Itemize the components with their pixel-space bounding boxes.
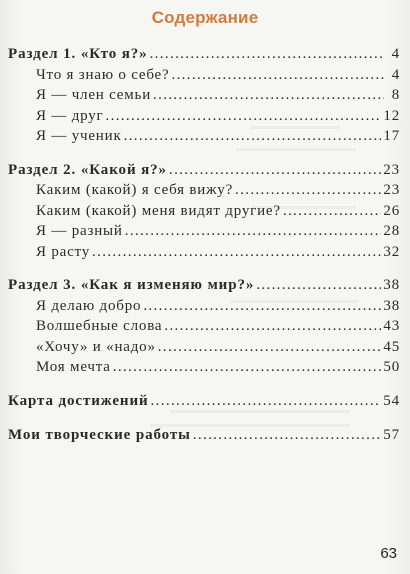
toc-item[interactable] [8,357,400,378]
toc-item-text: Я — член семьи [36,87,152,103]
toc-item-text: Я делаю добро [36,297,142,314]
toc-extra-achievements [8,391,400,412]
dot-leader [92,242,381,263]
page-number: 63 [380,545,397,562]
dot-leader [283,201,382,222]
dot-leader [169,160,381,181]
toc-item[interactable] [8,221,400,242]
toc-item[interactable] [8,126,400,147]
toc-item[interactable] [8,296,400,317]
toc-item-text: Что я знаю о себе? [36,66,170,83]
toc-heading-text: Карта достижений [8,392,149,409]
toc-page-number: 38 [383,297,400,314]
dot-leader [171,65,384,86]
dot-leader [158,337,382,358]
toc-item[interactable] [8,337,400,358]
toc-page-number: 26 [383,202,400,219]
toc-section-1 [8,44,400,147]
toc-item-text: Я — ученик [36,128,122,144]
toc-item[interactable] [8,65,400,86]
toc-item[interactable] [8,242,400,263]
toc-page-number: 12 [383,107,400,124]
dot-leader [164,316,381,337]
toc-section-heading[interactable] [8,44,400,65]
toc-page-number: 32 [383,243,400,260]
toc-item-text: Я — разный [36,223,123,239]
toc-page-number: 45 [383,338,400,355]
toc-section-2 [8,160,400,263]
toc-item-text: Я — друг [36,107,104,124]
table-of-contents [8,44,400,460]
toc-page-number: 17 [383,128,400,144]
toc-heading-text: Мои творческие работы [8,427,191,443]
toc-heading-text: Раздел 3. «Как я изменяю мир?» [8,277,255,293]
toc-page-number: 54 [383,392,400,409]
dot-leader [193,425,381,446]
toc-item[interactable] [8,85,400,106]
toc-item-text: Каким (какой) я себя вижу? [36,182,234,198]
toc-section-3 [8,275,400,378]
toc-page-number: 23 [383,182,400,198]
toc-section-heading[interactable] [8,275,400,296]
toc-page-number: 38 [383,277,400,293]
toc-page-number: 57 [383,427,400,443]
toc-page-number: 4 [391,46,400,62]
toc-heading-text: Раздел 1. «Кто я?» [8,46,148,62]
toc-page-number: 4 [391,66,400,83]
toc-item-text: Волшебные слова [36,318,163,334]
dot-leader [151,391,382,412]
dot-leader [153,85,384,106]
dot-leader [235,180,381,201]
toc-page-number: 50 [383,359,400,375]
page-title: Содержание [151,8,259,27]
toc-extra-creative-works [8,425,400,446]
toc-page-number: 28 [383,223,400,239]
dot-leader [106,106,382,127]
toc-section-heading[interactable] [8,425,400,446]
toc-section-heading[interactable] [8,391,400,412]
toc-item-text: Моя мечта [36,359,111,375]
dot-leader [124,126,382,147]
dot-leader [125,221,382,242]
toc-heading-text: Раздел 2. «Какой я?» [8,161,167,178]
toc-item[interactable] [8,180,400,201]
dot-leader [256,275,381,296]
toc-section-heading[interactable] [8,160,400,181]
toc-page-number: 43 [383,318,400,334]
toc-page-number: 8 [391,87,400,103]
toc-item[interactable] [8,106,400,127]
toc-item-text: Каким (какой) меня видят другие? [36,202,281,219]
toc-item[interactable] [8,316,400,337]
toc-item-text: «Хочу» и «надо» [36,338,156,355]
toc-page-number: 23 [383,161,400,178]
dot-leader [113,357,382,378]
toc-item-text: Я расту [36,243,91,260]
toc-item[interactable] [8,201,400,222]
dot-leader [150,44,384,65]
dot-leader [143,296,381,317]
